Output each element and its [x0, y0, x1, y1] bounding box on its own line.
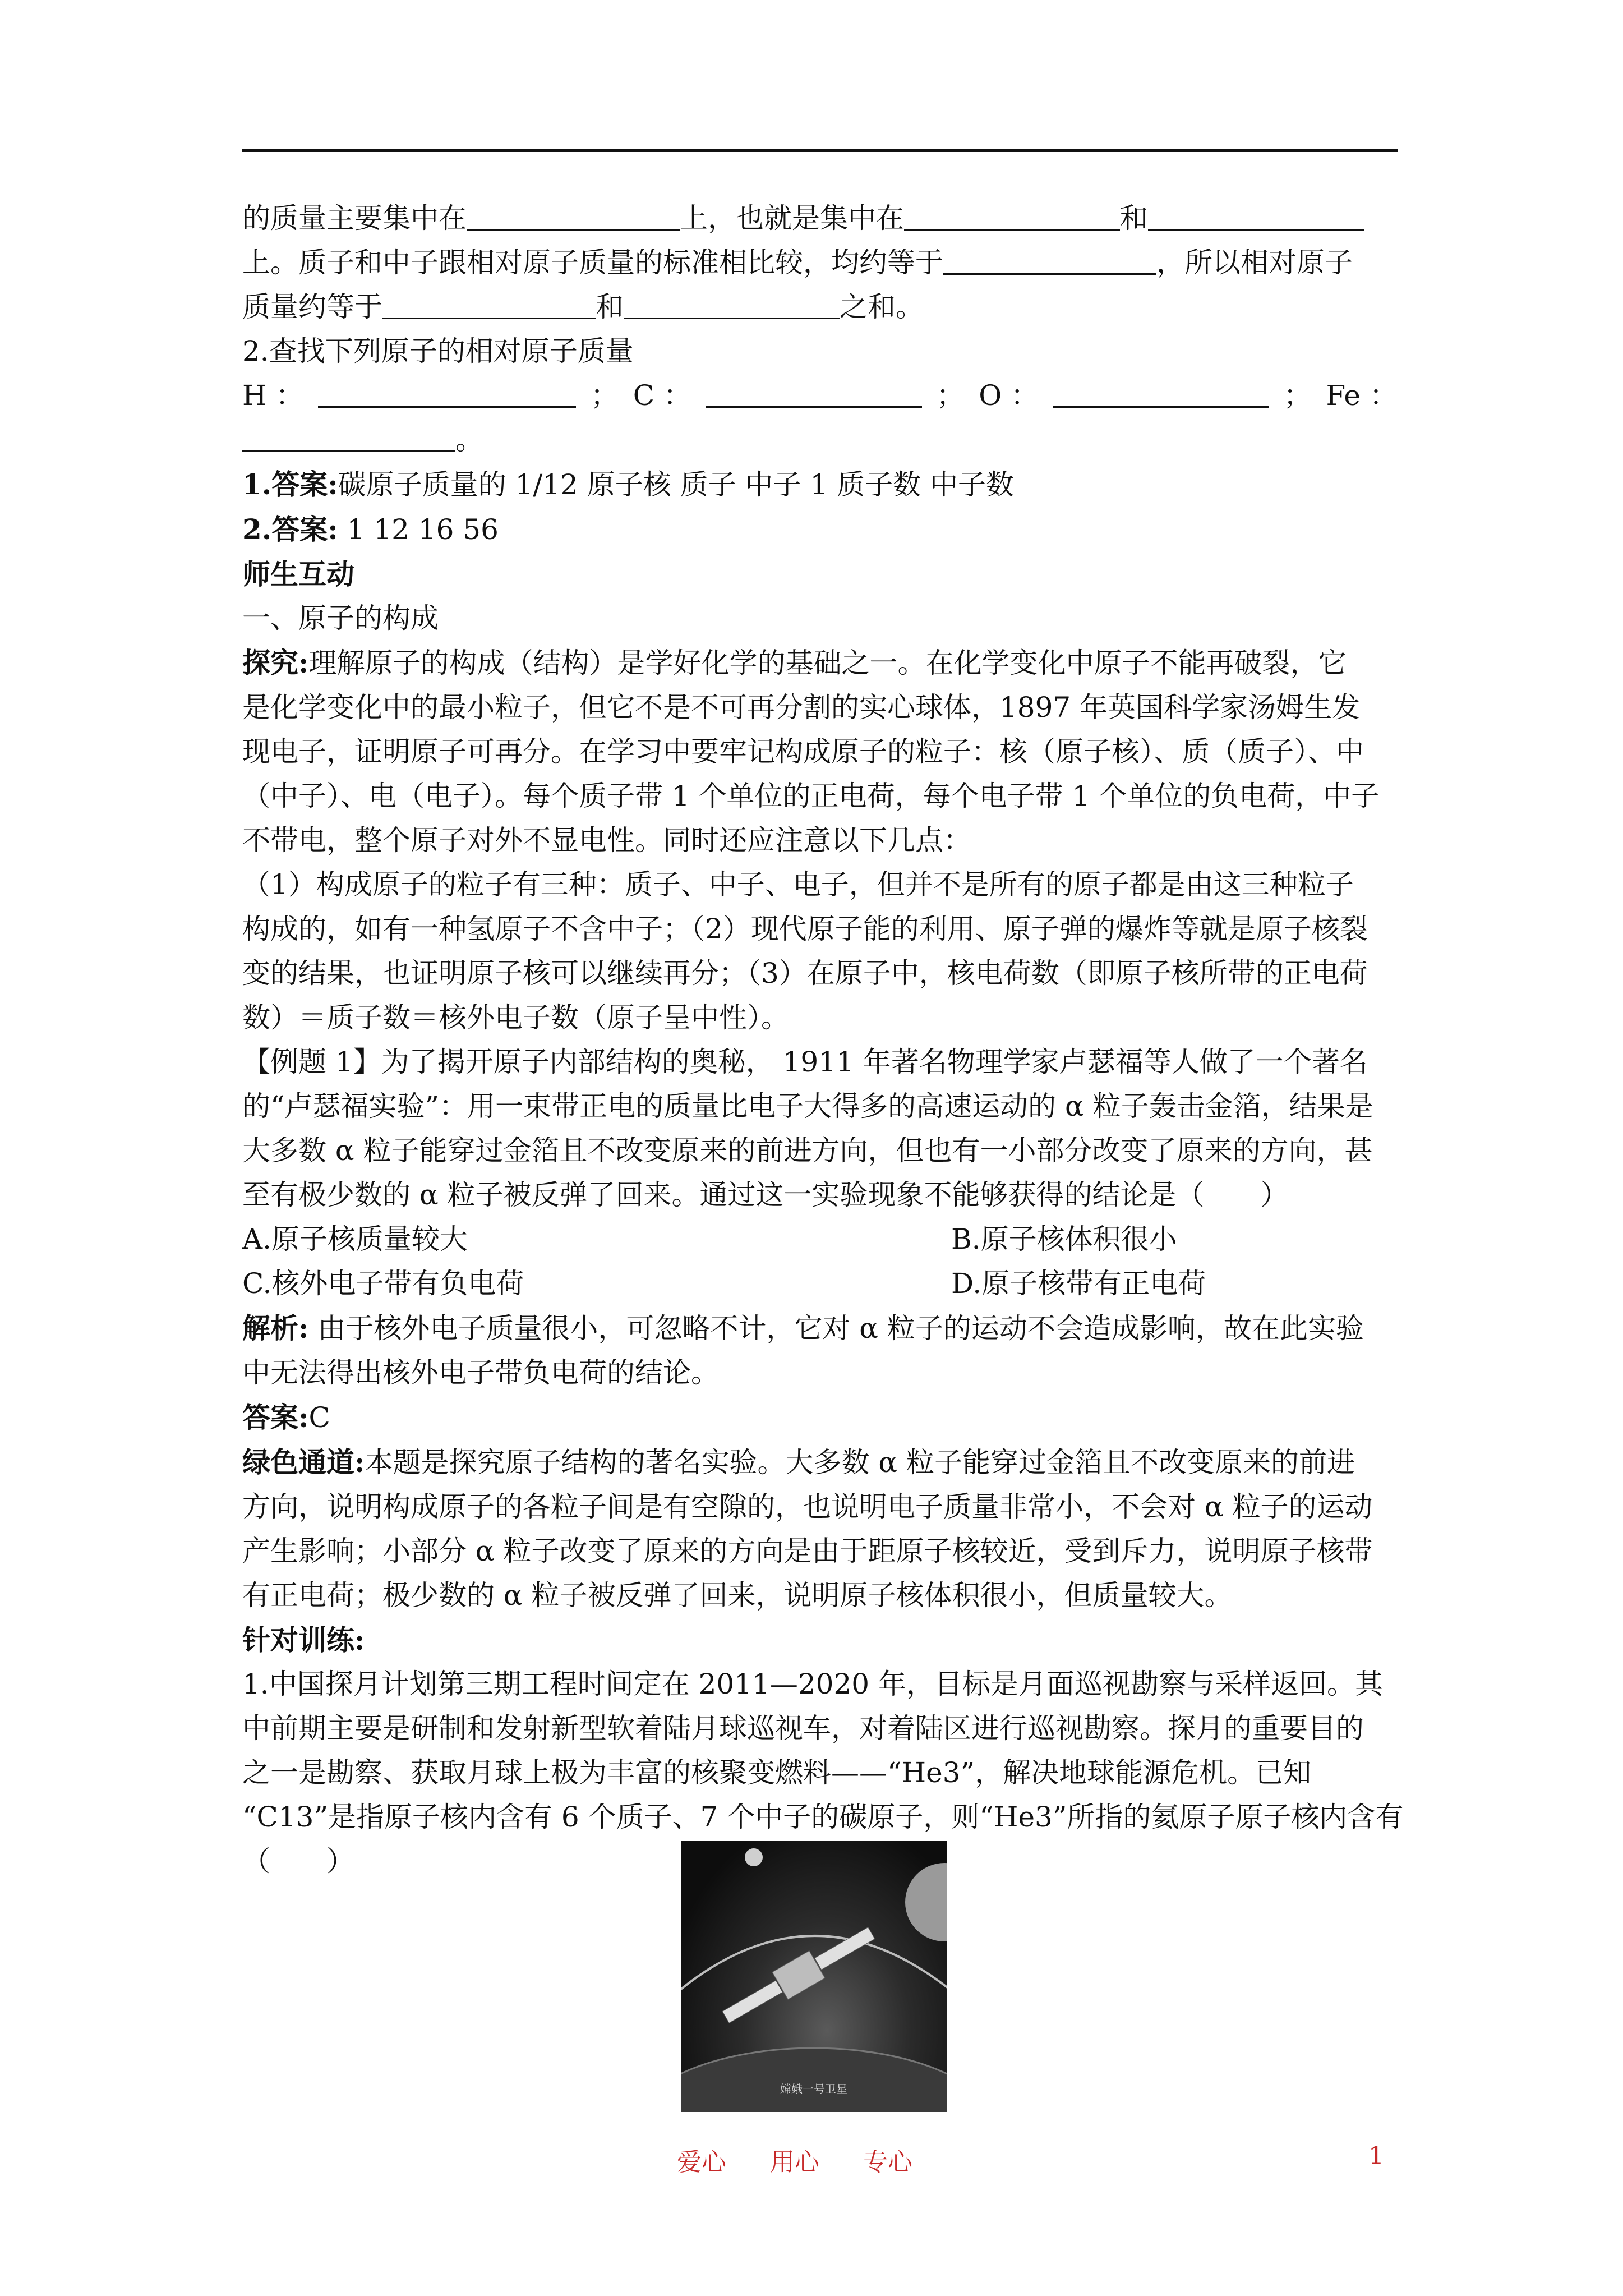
figure-caption: 嫦娥一号卫星	[780, 2082, 847, 2096]
text: 和	[596, 291, 624, 323]
answer-text: 1 12 16 56	[338, 513, 499, 546]
paragraph-line: 是化学变化中的最小粒子，但它不是不可再分割的实心球体，1897 年英国科学家汤姆生发	[242, 691, 1361, 724]
document-body	[242, 196, 1404, 1884]
paragraph-line: 有正电荷；极少数的 α 粒子被反弹了回来，说明原子核体积很小，但质量较大。	[242, 1579, 1233, 1612]
options-row-2	[242, 1262, 1398, 1306]
text: 。	[455, 424, 483, 456]
blank	[1148, 196, 1364, 231]
example-line: 的“卢瑟福实验”：用一束带正电的质量比电子大得多的高速运动的 α 粒子轰击金箔，结果是	[242, 1090, 1373, 1122]
text: 和	[1120, 202, 1148, 234]
question-line: （ ）	[242, 1845, 354, 1878]
answer-label: 1.答案:	[242, 468, 338, 501]
text: 的质量主要集中在	[242, 202, 467, 234]
text: ，所以相对原子	[1156, 246, 1353, 279]
satellite-illustration	[681, 1841, 947, 2112]
answer-1	[242, 462, 1398, 507]
green-line	[242, 1440, 1398, 1485]
green-label: 绿色通道:	[242, 1446, 365, 1479]
text: 上，也就是集中在	[680, 202, 904, 234]
line-2	[242, 241, 1398, 285]
explore-line	[242, 641, 1398, 685]
moon-icon	[745, 1848, 763, 1866]
answer-text: 碳原子质量的 1/12 原子核 质子 中子 1 质子数 中子数	[338, 468, 1015, 501]
paragraph-line: 方向，说明构成原子的各粒子间是有空隙的，也说明电子质量非常小，不会对 α 粒子的运动	[242, 1490, 1373, 1523]
satellite-image	[681, 1841, 947, 2112]
training-heading: 针对训练:	[242, 1623, 365, 1657]
question-line: 1.中国探月计划第三期工程时间定在 2011—2020 年，目标是月面巡视勘察与采样返回。其	[242, 1668, 1383, 1700]
text: 由于核外电子质量很小，可忽略不计，它对 α 粒子的运动不会造成影响，故在此实验	[308, 1312, 1364, 1345]
paragraph-line: 现电子，证明原子可再分。在学习中要牢记构成原子的粒子：核（原子核）、质（质子）、中	[242, 735, 1364, 768]
blank	[706, 374, 922, 408]
blank	[318, 374, 576, 408]
question-line: 中前期主要是研制和发射新型软着陆月球巡视车，对着陆区进行巡视勘察。探月的重要目的	[242, 1712, 1364, 1745]
question-2: 2.查找下列原子的相对原子质量	[242, 335, 634, 367]
question-line: “C13”是指原子核内含有 6 个质子、7 个中子的碳原子，则“He3”所指的氦原子原子核内含有	[242, 1801, 1404, 1833]
option-a: A.原子核质量较大	[242, 1223, 468, 1255]
header-rule	[242, 149, 1398, 152]
text: ；	[1283, 379, 1312, 412]
planet-surface	[681, 2048, 947, 2112]
paragraph-line: （1）构成原子的粒子有三种：质子、中子、电子，但并不是所有的原子都是由这三种粒子	[242, 868, 1354, 901]
blank	[624, 285, 840, 319]
paragraph-line: 变的结果，也证明原子核可以继续再分；（3）在原子中，核电荷数（即原子核所带的正电荷	[242, 957, 1368, 990]
blank	[1053, 374, 1269, 408]
blank	[242, 418, 455, 452]
footer-motto: 爱心 用心 专心	[677, 2148, 912, 2177]
paragraph-line: 产生影响；小部分 α 粒子改变了原来的方向是由于距原子核较近，受到斥力，说明原子核带	[242, 1535, 1373, 1567]
text: 上。质子和中子跟相对原子质量的标准相比较，均约等于	[242, 246, 943, 279]
text: 理解原子的构成（结构）是学好化学的基础之一。在化学变化中原子不能再破裂，它	[308, 647, 1347, 679]
example-line: 大多数 α 粒子能穿过金箔且不改变原来的前进方向，但也有一小部分改变了原来的方向，甚	[242, 1134, 1373, 1167]
section-title: 一、原子的构成	[242, 602, 439, 634]
page-number: 1	[1368, 2142, 1384, 2170]
text: 之和。	[840, 291, 924, 323]
text: 质量约等于	[242, 291, 382, 323]
blank	[943, 241, 1156, 275]
paragraph-line: （中子）、电（电子）。每个质子带 1 个单位的正电荷，每个电子带 1 个单位的负电荷，中子	[242, 780, 1380, 812]
example-line: 【例题 1】为了揭开原子内部结构的奥秘， 1911 年著名物理学家卢瑟福等人做了一个著名	[242, 1046, 1368, 1078]
line-3	[242, 285, 1398, 329]
blank	[382, 285, 596, 319]
text: ；	[936, 379, 965, 412]
option-d: D.原子核带有正电荷	[951, 1267, 1206, 1300]
explore-label: 探究:	[242, 646, 309, 679]
example-line: 至有极少数的 α 粒子被反弹了回来。通过这一实验现象不能够获得的结论是（ ）	[242, 1179, 1289, 1211]
answer-label: 答案:	[242, 1401, 309, 1434]
line-5	[242, 374, 1398, 418]
option-b: B.原子核体积很小	[951, 1223, 1177, 1255]
text: ；	[591, 379, 619, 412]
text: O ：	[979, 379, 1039, 412]
section-heading: 师生互动	[242, 558, 354, 591]
paragraph-line: 构成的，如有一种氢原子不含中子；（2）现代原子能的利用、原子弹的爆炸等就是原子核裂	[242, 913, 1368, 945]
answer-label: 2.答案:	[242, 513, 338, 546]
question-line: 之一是勘察、获取月球上极为丰富的核聚变燃料——“He3”，解决地球能源危机。已知	[242, 1756, 1312, 1789]
line-1	[242, 196, 1398, 241]
text: 本题是探究原子结构的著名实验。大多数 α 粒子能穿过金箔且不改变原来的前进	[365, 1446, 1355, 1479]
line-6	[242, 418, 1398, 462]
options-row-1	[242, 1217, 1398, 1262]
blank	[904, 196, 1120, 231]
paragraph-line: 不带电，整个原子对外不显电性。同时还应注意以下几点：	[242, 824, 971, 857]
analysis-line	[242, 1306, 1398, 1351]
text: H ：	[242, 379, 304, 412]
answer-text: C	[308, 1401, 330, 1434]
answer-2	[242, 507, 1398, 552]
analysis-label: 解析:	[242, 1312, 309, 1345]
text: Fe ：	[1326, 379, 1398, 412]
paragraph-line: 数）＝质子数＝核外电子数（原子呈中性）。	[242, 1001, 789, 1034]
paragraph-line: 中无法得出核外电子带负电荷的结论。	[242, 1356, 719, 1389]
option-c: C.核外电子带有负电荷	[242, 1267, 524, 1300]
blank	[467, 196, 680, 231]
answer-line	[242, 1395, 1398, 1440]
text: C ：	[633, 379, 691, 412]
planet-icon	[905, 1863, 947, 1941]
